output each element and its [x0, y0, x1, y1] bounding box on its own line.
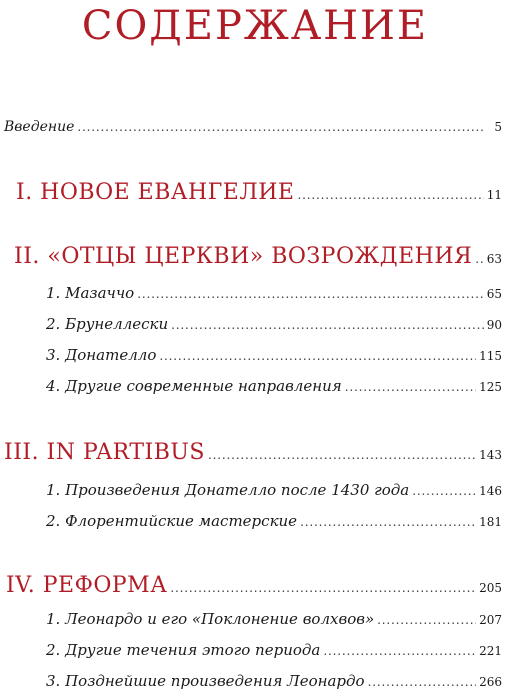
page-title: СОДЕРЖАНИЕ [81, 3, 429, 49]
dot-leader [377, 613, 476, 627]
toc-entry-intro[interactable] [4, 119, 502, 135]
toc-entry-label: 1. Произведения Донателло после 1430 года [46, 481, 410, 499]
toc-entry-label: 3. Донателло [46, 346, 157, 364]
toc-entry-label: 2. Другие течения этого периода [46, 641, 321, 659]
toc-part-2[interactable] [14, 244, 502, 269]
toc-entry-label: Введение [4, 119, 75, 135]
toc-entry-label: 2. Брунеллески [46, 315, 169, 333]
dot-leader [475, 252, 483, 266]
toc-entry[interactable] [46, 512, 502, 530]
dot-leader [345, 380, 476, 394]
toc-entry[interactable] [46, 284, 502, 302]
dot-leader [368, 675, 477, 689]
toc-page-number: 221 [479, 644, 502, 658]
toc-entry-label: 1. Леонардо и его «Поклонение волхвов» [46, 610, 375, 628]
toc-entry[interactable] [46, 315, 502, 333]
toc-part-label: I. НОВОЕ ЕВАНГЕЛИЕ [16, 180, 295, 205]
toc-entry-label: 4. Другие современные направления [46, 377, 342, 395]
toc-part-label: II. «ОТЦЫ ЦЕРКВИ» ВОЗРОЖДЕНИЯ [14, 244, 473, 269]
toc-page-number: 11 [486, 188, 502, 202]
toc-entry[interactable] [46, 641, 502, 659]
dot-leader [323, 644, 476, 658]
toc-page-number: 143 [479, 448, 502, 462]
toc-page-number: 266 [479, 675, 502, 689]
toc-page-number: 125 [479, 380, 502, 394]
toc-page-number: 205 [479, 581, 502, 595]
toc-page-number: 5 [494, 120, 502, 134]
dot-leader [171, 318, 484, 332]
dot-leader [208, 448, 476, 462]
toc-entry[interactable] [46, 481, 502, 499]
toc-part-1[interactable] [16, 180, 502, 205]
dot-leader [77, 120, 485, 134]
toc-page-number: 90 [486, 318, 502, 332]
toc-page-number: 207 [479, 613, 502, 627]
toc-part-3[interactable] [4, 440, 502, 465]
dot-leader [297, 188, 483, 202]
dot-leader [159, 349, 476, 363]
toc-part-label: IV. РЕФОРМА [6, 573, 168, 598]
toc-entry[interactable] [46, 610, 502, 628]
toc-entry[interactable] [46, 672, 502, 690]
toc-page-number: 65 [486, 287, 502, 301]
dot-leader [412, 484, 476, 498]
toc-entry-label: 1. Мазаччо [46, 284, 135, 302]
dot-leader [170, 581, 476, 595]
toc-page-number: 115 [479, 349, 502, 363]
toc-page-number: 63 [486, 252, 502, 266]
toc-page-number: 181 [479, 515, 502, 529]
toc-entry-label: 2. Флорентийские мастерские [46, 512, 298, 530]
toc-page-number: 146 [479, 484, 502, 498]
toc-part-label: III. IN PARTIBUS [4, 440, 205, 465]
toc-entry-label: 3. Позднейшие произведения Леонардо [46, 672, 365, 690]
dot-leader [300, 515, 476, 529]
toc-entry[interactable] [46, 377, 502, 395]
toc-part-4[interactable] [6, 573, 502, 598]
toc-entry[interactable] [46, 346, 502, 364]
dot-leader [137, 287, 484, 301]
